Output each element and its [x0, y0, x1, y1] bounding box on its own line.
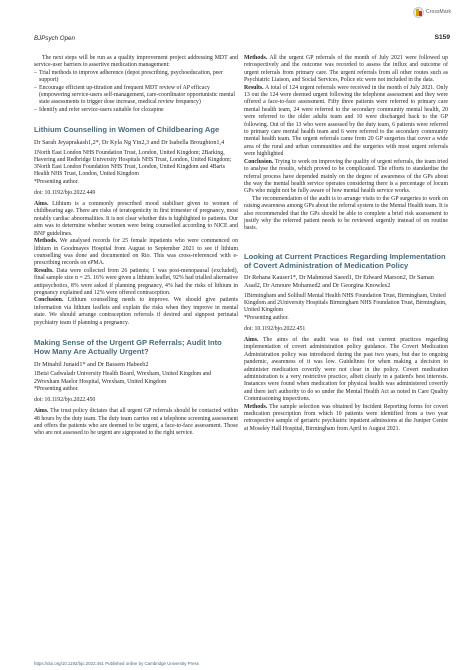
article-affiliations: [244, 293, 448, 322]
conclusion-paragraph: [244, 159, 448, 196]
aims-label: Aims.: [244, 336, 259, 343]
article-title-lithium[interactable]: Lithium Counselling in Women of Childbearing Age: [34, 125, 220, 135]
aims-paragraph: [244, 337, 448, 404]
list-item: – Identify and refer service-users suitable for clozapine: [34, 107, 238, 114]
page-number: S159: [434, 34, 450, 41]
conclusion-text: Trying to work on improving the quality of urgent referrals, the team tried to analyse the results, which proved to be complicated. The efforts to standardise the referral process have depended mainly on the degree of awareness of the GPs about the way the mental health service operates considering there is a percentage of locum GPs who might not be fully aware of how mental health service works.: [244, 158, 449, 195]
article-authors: Dr Rehana Kauser1*, Dr Mahmoud Saeed1, Dr Edward Marson2, Dr Saman Asad2, Dr Amoure Mohamed2 and Dr Georgina Knowles2: [244, 274, 434, 290]
aims-label: Aims.: [34, 408, 49, 415]
next-steps-list: [34, 70, 238, 114]
methods-label: Methods.: [34, 238, 58, 245]
article-doi-link[interactable]: doi: 10.1192/bjo.2022.451: [244, 325, 306, 332]
crossmark-icon: [413, 7, 424, 18]
aims-label: Aims.: [34, 201, 49, 208]
affiliation-text: 1North East London NHS Foundation Trust, London, United Kingdom; 2Barking, Havering and Redbridge University Hospitals NHS Trust, London, United Kingdom; 3North East London Foundation NHS Trust, London, United Kingdom and 4Barts Health NHS Trust, London, United Kingdom: [34, 149, 232, 178]
affiliation-text: 1Birmingham and Solihull Mental Health NHS Foundation Trust, Birmingham, United Kingdom and 2University Hospitals Birmingham NHS Foundation Trust, Birmingham, United Kingdom: [244, 292, 447, 314]
list-item: – Encourage efficient up-titration and frequent MDT review of AP efficacy (empowering service-users self-management, care-coordinator opportunistic mental state assessments to trigger dose increase, medical review frequency): [34, 85, 238, 107]
aims-text: The trust policy dictates that all urgent GP referrals should be contacted within 48 hours by the duty team. The duty team carries out a telephone screening assessment and offers the patients who are deemed to be urgent, a face-to-face assessment. Those who are not assessed to be urgent are signposted to the right service.: [34, 408, 239, 437]
article-authors: Dr Sarah Jeyaprakash1,2*, Dr Kyla Ng Yin2,3 and Dr Isabella Broughton1,4: [34, 139, 225, 147]
aims-paragraph: [34, 408, 238, 438]
conclusion-label: Conclusion.: [34, 297, 64, 304]
methods-label: Methods.: [244, 403, 268, 410]
recommendation-paragraph: The recommendation of the audit is to arrange visits to the GP surgeries to work on raising awareness among GPs about the referral system to the Mental Health team. It is also recommended that the GPs should be able to complete a brief risk assessment to justify why the referred patient needs to be reviewed urgently instead of on routine basis.: [244, 195, 448, 232]
conclusion-text: Lithium counselling needs to improve. We should give patients information via lithium leaflets and explain the risks when they improve in mental state. We should arrange contraception referrals if desired and signpost perinatal psychiatry team if planning a pregnancy.: [34, 297, 239, 326]
methods-label: Methods.: [244, 55, 268, 61]
article-doi-link[interactable]: doi: 10.1192/bjo.2022.450: [34, 396, 96, 403]
footer-doi-link[interactable]: https://doi.org/10.1192/bjo.2022.451 Published online by Cambridge University Press: [34, 661, 199, 666]
methods-paragraph: [244, 404, 448, 434]
article-affiliations: [34, 150, 238, 186]
article-doi-link[interactable]: doi: 10.1192/bjo.2022.449: [34, 189, 96, 196]
right-column: [244, 55, 448, 433]
methods-paragraph: [34, 238, 238, 268]
aims-text: The aims of the audit was to find out current practices regarding implementation of covert administration policy guidance. The Covert Medication Administration policy was introduced during the past two years, but due to ongoing pandemic, awareness of it was low. Guidelines for when making a decision to administer medication covertly were not clear in the policy. Covert medication administration is a very restrictive practice, albeit clearly in a patient's best interests. Instances were found when medication for physical health was administered covertly and there isn't authority to do so under the Mental Health Act as noted in Care Quality Commissioning inspections.: [244, 336, 448, 403]
results-text: Data were collected from 26 patients; 1 was post-menopausal (excluded), final sample size n = 25. 16% were given a lithium leaflet, 92% had trialled alternative antipsychotics, 8% were asked if planning pregnancy, 4% had the risks of lithium in pregnancy explained and 12% were offered contraception.: [34, 267, 238, 296]
aims-text: Lithium is a commonly prescribed mood stabiliser given to women of childbearing age. There are risks of teratogenicity in first trimester of pregnancy, most notably cardiac abnormalities. It is not clear whether this is highlighted to patients. Our aim was to determine whether women were being counselled according to NICE and BNF guidelines.: [34, 201, 238, 237]
methods-text: We analysed records for 25 female inpatients who were commenced on lithium in Goodmayes Hospital from August to September 2021 to see if lithium counselling was done and documented on Rio. This was cross-referenced with e-prescribing records on ePMA.: [34, 238, 238, 267]
methods-text: The sample selection was obtained by Incident Reporting forms for covert medication prescription from which 10 patients were identified from a two year retrospective sample of geriatric psychiatric inpatient admissions at the Juniper Centre at Moseley Hall Hospital, Birmingham from April to August 2021.: [244, 403, 449, 432]
article-authors: Dr Minahil Junaid1* and Dr Bassem Habeeb2: [34, 360, 149, 368]
presenting-author-note: *Presenting author.: [34, 178, 79, 185]
methods-paragraph: [244, 55, 448, 85]
results-label: Results.: [34, 267, 54, 274]
affiliation-text: 1Betsi Cadwaladr University Health Board, Wrexham, United Kingdom and 2Wrexham Maelor Hospital, Wrexham, United Kingdom: [34, 371, 212, 385]
results-text: A total of 124 urgent referrals were received in the month of July 2021. Only 13 out the 124 were deemed urgent following the telephone assessment and they were offered a face-to-face assessment. Fifty three patients were referred to primary care mental health team, 24 were referred to the secondary community mental health, 20 were referred to the older adults team and 10 were discharged back to the GP following. Out of the 13 who were assessed by the duty team, 6 patients were referred to primary care mental health team and 6 were referred to the secondary community mental health team. The urgent referrals came from 20 GP surgeries that cover a wide area of the rural and urban communities and the surgeries with most urgent referrals were highlighted: [244, 84, 449, 158]
results-paragraph: [244, 85, 448, 159]
crossmark-label: CrossMark: [426, 9, 452, 15]
aims-paragraph: [34, 201, 238, 238]
intro-paragraph: The next steps will be run as a quality improvement project addressing MDT and service-user barriers to assertive medication management:: [34, 55, 238, 69]
article-affiliations: [34, 371, 238, 393]
results-label: Results.: [244, 84, 264, 91]
article-title-covert-medication[interactable]: Looking at Current Practices Regarding Implementation of Covert Administration of Medication Policy: [244, 251, 446, 270]
conclusion-label: Conclusion.: [244, 158, 274, 165]
presenting-author-note: *Presenting author.: [34, 385, 79, 392]
list-item: – Trial methods to improve adherence (depot prescribing, psychoeducation, peer support): [34, 70, 238, 85]
crossmark-badge[interactable]: [413, 6, 461, 18]
methods-text: All the urgent GP referrals of the month of July 2021 were followed up retrospectively and the outcome was recorded to assess the influx and outcome of urgent referrals from primary care. The urgent referrals from all other routes such as Psychiatric Liaison, and Social Services, Police etc were not included in the data.: [244, 55, 448, 84]
left-column: [34, 55, 238, 438]
results-paragraph: [34, 268, 238, 298]
running-head: BJPsych Open: [34, 35, 75, 42]
presenting-author-note: *Presenting author.: [244, 314, 289, 321]
conclusion-paragraph: [34, 297, 238, 327]
article-title-gp-referrals[interactable]: Making Sense of the Urgent GP Referrals; Audit Into How Many Are Actually Urgent?: [34, 337, 222, 356]
